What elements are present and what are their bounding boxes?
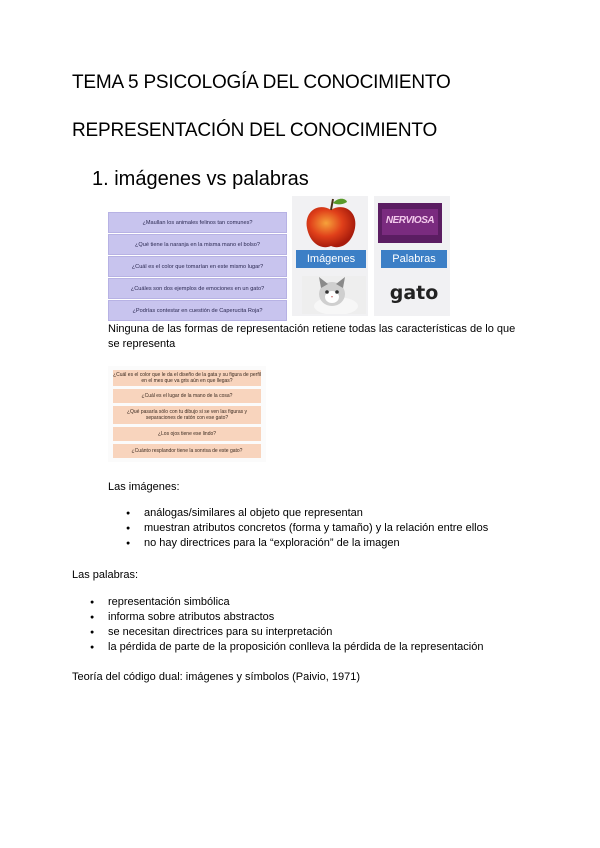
orange-question-box: ¿Qué pasaría sólo con tu dibujo si se ven las figuras y separaciones de ratón con ese gato? bbox=[113, 406, 261, 424]
apple-image bbox=[300, 196, 362, 252]
orange-question-box: ¿Cuál es el color que le da el diseño de la gata y su figura de perfil en el mes que va gris aún en que llegas? bbox=[113, 372, 261, 384]
list-item: ● análogas/similares al objeto que representan bbox=[126, 506, 488, 521]
question-box: ¿Qué tiene la naranja en la misma mano el bolso? bbox=[108, 234, 287, 255]
words-list bbox=[90, 595, 483, 655]
question-box: ¿Podrías contestar en cuestión de Caperucita Roja? bbox=[108, 300, 287, 321]
nerviosa-word: NERVIOSA bbox=[385, 215, 435, 226]
cat-image bbox=[302, 276, 366, 314]
list-item: ● no hay directrices para la “exploración” de la imagen bbox=[126, 536, 488, 551]
question-box: ¿Maullan los animales felinos tan comunes? bbox=[108, 212, 287, 233]
question-box: ¿Cuáles son dos ejemplos de emociones en un gato? bbox=[108, 278, 287, 299]
list-item: ● representación simbólica bbox=[90, 595, 483, 610]
list-item: ● la pérdida de parte de la proposición conlleva la pérdida de la representación bbox=[90, 640, 483, 655]
images-label: Imágenes bbox=[296, 250, 366, 268]
words-heading: Las palabras: bbox=[72, 569, 139, 581]
orange-question-box: ¿Cuál es el lugar de la mano de la cosa? bbox=[113, 389, 261, 403]
gato-word: gato bbox=[389, 282, 439, 304]
page-title: TEMA 5 PSICOLOGÍA DEL CONOCIMIENTO bbox=[72, 72, 451, 93]
list-item: ● informa sobre atributos abstractos bbox=[90, 610, 483, 625]
figure-caption: Ninguna de las formas de representación retiene todas las características de lo que se representa bbox=[108, 323, 516, 350]
words-label: Palabras bbox=[381, 250, 447, 268]
section-heading: 1. imágenes vs palabras bbox=[92, 168, 309, 190]
list-item: ● muestran atributos concretos (forma y tamaño) y la relación entre ellos bbox=[126, 521, 488, 536]
orange-question-box: ¿Cuánto resplandor tiene la sonrisa de este gato? bbox=[113, 444, 261, 458]
orange-question-box: ¿Los ojos tiene ese lindo? bbox=[113, 427, 261, 441]
dual-code-theory: Teoría del código dual: imágenes y símbolos (Paivio, 1971) bbox=[72, 671, 360, 683]
section-subtitle: REPRESENTACIÓN DEL CONOCIMIENTO bbox=[72, 120, 438, 141]
images-list bbox=[126, 506, 488, 551]
question-box: ¿Cuál es el color que tomarían en este mismo lugar? bbox=[108, 256, 287, 277]
list-item: ● se necesitan directrices para su interpretación bbox=[90, 625, 483, 640]
images-heading: Las imágenes: bbox=[108, 481, 180, 493]
